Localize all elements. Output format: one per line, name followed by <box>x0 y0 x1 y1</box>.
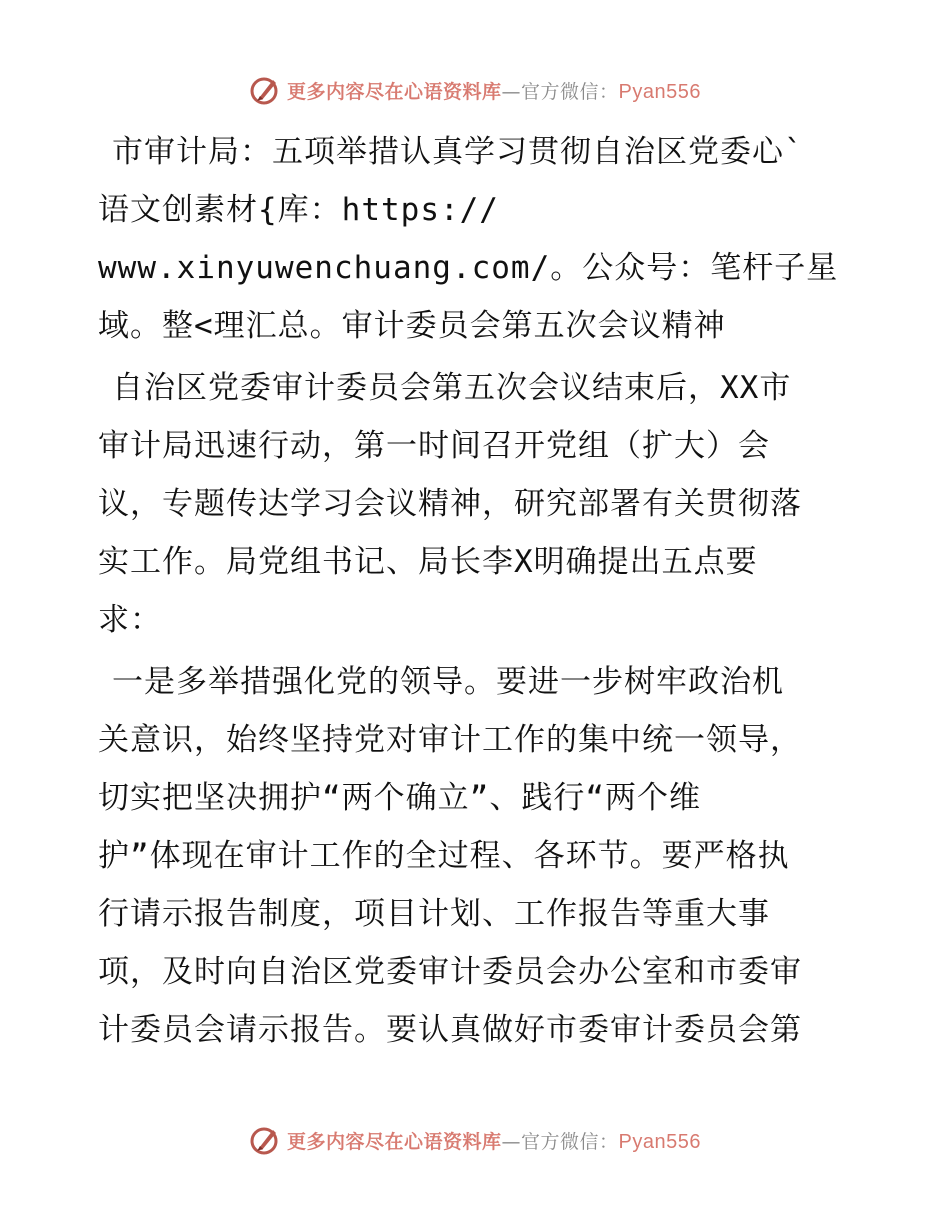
paragraph-line: 计委员会请示报告。要认真做好市委审计委员会第 <box>98 1012 802 1048</box>
watermark-banner-bottom <box>0 1120 950 1160</box>
title-line: 语文创素材{库：https:// <box>98 192 499 228</box>
title-line: 市审计局：五项举措认真学习贯彻自治区党委心` <box>112 134 804 170</box>
paragraph-line: 行请示报告制度，项目计划、工作报告等重大事 <box>98 896 770 932</box>
paragraph-line: 实工作。局党组书记、局长李X明确提出五点要 <box>98 544 758 580</box>
paragraph-line: 自治区党委审计委员会第五次会议结束后，XX市 <box>112 370 792 406</box>
document-body <box>98 123 858 1059</box>
paragraph-line: 项，及时向自治区党委审计委员会办公室和市委审 <box>98 954 802 990</box>
paragraph-line: 一是多举措强化党的领导。要进一步树牢政治机 <box>112 664 784 700</box>
quill-logo-icon <box>249 1124 281 1156</box>
document-title <box>98 123 858 355</box>
paragraph-line: 护”体现在审计工作的全过程、各环节。要严格执 <box>98 838 790 874</box>
paragraph-line: 议，专题传达学习会议精神，研究部署有关贯彻落 <box>98 486 802 522</box>
paragraph-1 <box>98 359 858 649</box>
title-line: www.xinyuwenchuang.com/。公众号：笔杆子星 <box>98 250 839 286</box>
paragraph-2 <box>98 653 858 1059</box>
watermark-text: 更多内容尽在心语资料库—官方微信：Pyan556 <box>287 1130 701 1153</box>
title-line: 域。整<理汇总。审计委员会第五次会议精神 <box>98 308 726 344</box>
watermark-banner-top <box>0 70 950 110</box>
paragraph-line: 审计局迅速行动，第一时间召开党组（扩大）会 <box>98 428 770 464</box>
paragraph-line: 关意识，始终坚持党对审计工作的集中统一领导， <box>98 722 802 758</box>
paragraph-line: 求： <box>98 602 162 638</box>
quill-logo-icon <box>249 74 281 106</box>
paragraph-line: 切实把坚决拥护“两个确立”、践行“两个维 <box>98 780 701 816</box>
watermark-text: 更多内容尽在心语资料库—官方微信：Pyan556 <box>287 80 701 103</box>
